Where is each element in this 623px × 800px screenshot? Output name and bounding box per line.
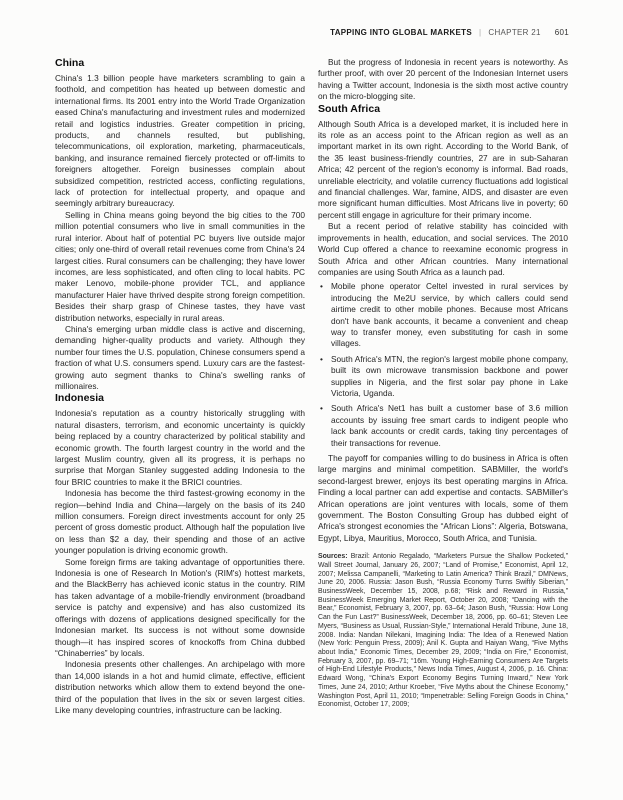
- indonesia-paragraph-2: Indonesia has become the third fastest-growing economy in the region—behind India and China—largely on the basis of its 240 million consumers. Foreign direct investments account for only 25 percent of gross domestic product. Although half the population live on less than $2 a day, their spending and those of an active younger population is driving economic growth.: [55, 488, 305, 556]
- bullet-icon: •: [320, 403, 323, 414]
- chapter-label: CHAPTER 21: [488, 28, 541, 37]
- china-paragraph-3: China's emerging urban middle class is active and discerning, demanding higher-quality products and variety. Although they number four times the U.S. population, Chinese consumers spend a fraction of what U.S. consumers spend. Luxury cars are the fastest-growing auto segment thanks to China's swelling ranks of millionaires.: [55, 323, 305, 391]
- sources-text: Brazil: Antonio Regalado, “Marketers Pursue the Shallow Pocketed,” Wall Street Journal, January 26, 2007; “Land of Promise,” Economist, April 12, 2007; Melissa Campanelli, “Marketing to Latin America? Think Brazil,” DMNews, June 20, 2006. Russia: Jason Bush, “Russia Economy Turns Swiftly Siberian,” BusinessWeek, December 15, 2008, p.68; “Risk and Reward in Russia,” BusinessWeek Emerging Market Report, October 20, 2008; “Dancing with the Bear,” Economist, February 3, 2007, pp. 63–64; Jason Bush, “Russia: How Long Can the Fun Last?” BusinessWeek, December 18, 2006, pp. 60–61; Steven Lee Myers, “Business as Usual, Russian-Style,” International Herald Tribune, June 18, 2008. India: Nandan Nilekani, Imagining India: The Idea of a Renewed Nation (New York: Penguin Press, 2009); Anil K. Gupta and Haiyan Wang, “Five Myths about India,” Economic Times, December 29, 2009; “India on Fire,” Economist, February 3, 2007, pp. 69–71; “16m. Young High-Earning Consumers Are Targets of High-End Lifestyle Products,” News India Times, August 4, 2006, p. 16. China: Edward Wong, “China's Export Economy Begins Turning Inward,” New York Times, June 24, 2010; Arthur Kroeber, “Five Myths about the Chinese Economy,” Washington Post, April 11, 2010; “Impenetrable: Selling Foreign Goods in China,” Economist, October 17, 2009;: [318, 553, 568, 709]
- indonesia-continuation-paragraph: But the progress of Indonesia in recent years is noteworthy. As further proof, with over 20 percent of the Indonesian Internet users having a Twitter account, Indonesia is the sixth most active country on the micro-blogging site.: [318, 57, 568, 102]
- bullet-text: South Africa's MTN, the region's largest mobile phone company, built its own microwave transmission backbone and power supplies in Nigeria, and the first solar pay phone in Lake Victoria, Uganda.: [331, 353, 568, 398]
- indonesia-paragraph-1: Indonesia's reputation as a country historically struggling with natural disasters, terrorism, and economic uncertainty is quickly being replaced by a country characterized by political stability and economic growth. The fourth largest country in the world and the largest Muslim country, given all its progress, it is perhaps no surprise that Morgan Stanley suggested adding Indonesia to the four BRIC countries to make it the BRICI countries.: [55, 408, 305, 487]
- sources-label: Sources:: [318, 553, 348, 561]
- china-paragraph-1: China's 1.3 billion people have marketers scrambling to gain a foothold, and competition has heated up between domestic and international firms. Its 2001 entry into the World Trade Organization eased China's manufacturing and investment rules and modernized retail and logistics industries. Greater competition in pricing, products, and channels resulted, but publishing, telecommunications, oil exploration, marketing, pharmaceuticals, banking, and insurance remained fiercely protected or off-limits to foreigners altogether. Foreign businesses complain about subsidized competition, restricted access, conflicting regulations, lack of protection for intellectual property, and opaque and seemingly arbitrary bureaucracy.: [55, 73, 305, 209]
- bullet-icon: •: [320, 353, 323, 364]
- running-head-title: TAPPING INTO GLOBAL MARKETS: [330, 28, 472, 37]
- indonesia-paragraph-4: Indonesia presents other challenges. An archipelago with more than 14,000 islands in a hot and humid climate, effective, efficient distribution networks which allow them to extend beyond the one-third of the population that lives in the six or seven largest cities. Like many developing countries, infrastructure can be lacking.: [55, 659, 305, 715]
- south-africa-paragraph-3: The payoff for companies willing to do business in Africa is often large margins and minimal competition. SABMiller, the world's second-largest brewer, enjoys its best operating margins in Africa. Finding a local partner can add expertise and contacts. SABMiller's African operations are joint ventures with locals, some of them government. The Boston Consulting Group has dubbed eight of Africa's strongest economies the “African Lions”: Algeria, Botswana, Egypt, Libya, Mauritius, Morocco, South Africa, and Tunisia.: [318, 453, 568, 543]
- section-heading-indonesia: Indonesia: [55, 392, 105, 405]
- section-heading-china: China: [55, 57, 85, 69]
- bullet-item: [318, 403, 568, 449]
- left-column: [55, 57, 305, 716]
- two-column-layout: [55, 57, 569, 716]
- china-paragraph-2: Selling in China means going beyond the big cities to the 700 million potential consumers who live in small communities in the rural interior. About half of potential PC buyers live outside major cities; only one-third of overall retail revenues come from China's 24 largest cities. Rural consumers can be challenging; they have lower incomes, are less sophisticated, and often cling to local habits. PC maker Lenovo, mobile-phone provider TCL, and appliance manufacturer Haier have thrived despite strong foreign competition. Besides their sharp grasp of Chinese tastes, they have vast distribution networks, especially in rural areas.: [55, 209, 305, 323]
- south-africa-paragraph-2: But a recent period of relative stability has coincided with improvements in health, education, and social services. The 2010 World Cup offered a chance to reexamine economic progress in South Africa and other African countries. Many international companies are using South Africa as a launch pad.: [318, 221, 568, 277]
- bullet-text: Mobile phone operator Celtel invested in rural services by introducing the Me2U service, by which callers could send airtime credit to other mobile phones. Because most Africans don't have bank accounts, it became a convenient and cheap way to transfer money, even substituting for cash in some villages.: [331, 281, 568, 349]
- sources-block: [318, 553, 568, 710]
- page-number: 601: [554, 28, 569, 37]
- bullet-item: [318, 354, 568, 400]
- bullet-item: [318, 281, 568, 349]
- section-heading-south-africa: South Africa: [318, 102, 381, 115]
- indonesia-paragraph-3: Some foreign firms are taking advantage of opportunities there. Indonesia is one of Research In Motion's (RIM's) hottest markets, and the BlackBerry has achieved iconic status in the country. RIM has taken advantage of a mobile-friendly environment (broadband service is patchy and expensive) and has also customized its offerings with dozens of applications designed specifically for the Indonesian market. Its success is not without some downside though—it has inspired scores of knockoffs from China dubbed “Chinaberries” by locals.: [55, 556, 305, 658]
- south-africa-bullet-list: [318, 281, 568, 449]
- bullet-icon: •: [320, 281, 323, 292]
- right-column: [318, 57, 568, 716]
- south-africa-paragraph-1: Although South Africa is a developed market, it is included here in its role as an access point to the African region as well as an important market in its own right. According to the World Bank, of the 35 least business-friendly countries, 27 are in sub-Saharan Africa; 42 percent of the region's economy is informal. Bad roads, unreliable electricity, and volatile currency fluctuations add logistical and financial challenges. War, famine, AIDS, and disaster are even more significant human difficulties. Most Africans live in poverty; 60 percent still engage in agriculture for their primary income.: [318, 118, 568, 220]
- running-head: [55, 28, 569, 37]
- bullet-text: South Africa's Net1 has built a customer base of 3.6 million accounts by issuing free smart cards to indigent people who lack bank accounts or credit cards, taking tiny percentages of their transactions for revenue.: [331, 403, 568, 448]
- running-head-divider: |: [479, 28, 482, 37]
